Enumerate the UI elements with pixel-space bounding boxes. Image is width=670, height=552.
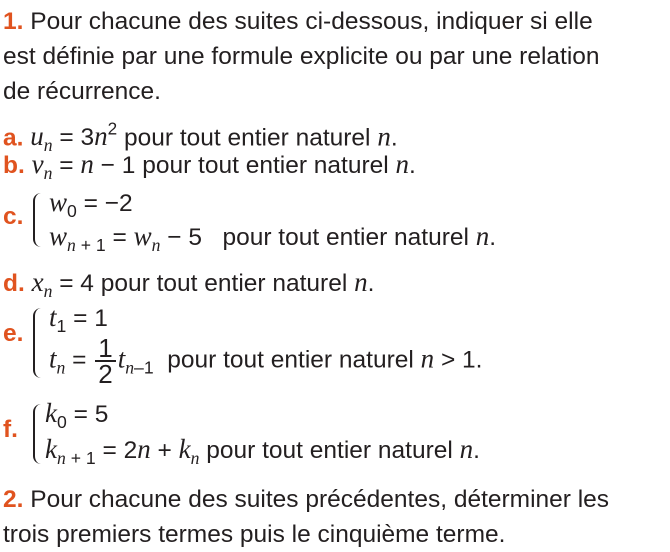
item-a-label: a. <box>3 124 24 152</box>
item-e-row-1: $t_1 = 1$ <box>49 302 108 337</box>
question-1-line-3: de récurrence. <box>3 78 161 105</box>
question-1-number: 1. <box>3 8 24 35</box>
item-b-formula: $v_n = n - 1$ <box>31 149 136 184</box>
item-f <box>3 398 623 474</box>
item-f-row-1: $k_0 = 5$ <box>45 398 109 433</box>
question-2-line-1: Pour chacune des suites précédentes, déterminer les <box>30 486 610 513</box>
item-e-fraction: $\frac{1}{2}$ <box>95 336 115 386</box>
item-a-dot: . <box>390 124 398 152</box>
item-a-formula: $u_n = 3n^2$ <box>30 119 118 156</box>
question-1-line-1: Pour chacune des suites ci-dessous, indiquer si elle <box>30 8 593 35</box>
item-b <box>3 148 416 189</box>
item-e-brace <box>33 308 43 378</box>
item-d <box>3 266 374 307</box>
item-c-row-2: $w_n$ $_{+ 1} = w_n - 5$ pour tout entier naturel n. <box>49 221 497 256</box>
item-f-text: pour tout entier naturel <box>206 437 453 464</box>
item-e <box>3 302 623 389</box>
item-d-label: d. <box>3 270 25 297</box>
question-2-line-2: trois premiers termes puis le cinquième terme. <box>3 521 506 548</box>
item-e-row-2: $t_n$ = $\frac{1}{2}$ $t_{n-1}$ pour tout entier naturel n > 1. <box>49 333 483 389</box>
question-1-line-2: est définie par une formule explicite ou par une relation <box>3 43 600 70</box>
item-b-var: n <box>395 149 410 179</box>
item-d-dot: . <box>367 270 375 297</box>
item-a-var: n <box>377 121 391 152</box>
item-e-var: n <box>420 343 435 374</box>
item-e-text: pour tout entier naturel <box>167 346 414 374</box>
item-c-row-1: $w_0 = -2$ <box>49 187 133 222</box>
item-d-formula: $x_n = 4$ <box>31 267 94 302</box>
item-c-var: n <box>475 221 490 251</box>
item-c-label: c. <box>3 203 24 230</box>
item-f-dot: . <box>473 437 480 464</box>
item-d-text: pour tout entier naturel <box>100 270 348 297</box>
item-f-label: f. <box>3 416 18 443</box>
item-b-dot: . <box>409 152 416 179</box>
item-c-text: pour tout entier naturel <box>222 224 469 251</box>
question-2-number: 2. <box>3 486 24 513</box>
item-b-text: pour tout entier naturel <box>142 152 389 179</box>
item-f-var: n <box>459 434 474 464</box>
item-c-dot: . <box>489 224 497 251</box>
item-a-text: pour tout entier naturel <box>123 124 371 152</box>
item-c-brace <box>33 193 43 247</box>
item-e-cond: > 1. <box>440 346 483 374</box>
item-f-row-2: $k_n$ $_{+ 1} = 2n + k_n$ pour tout entier naturel n. <box>45 434 480 469</box>
item-e-label: e. <box>3 320 24 347</box>
item-c <box>3 187 603 257</box>
question-2 <box>3 482 609 552</box>
item-f-brace <box>33 404 43 464</box>
item-d-var: n <box>354 267 368 297</box>
question-1 <box>3 4 600 109</box>
item-b-label: b. <box>3 152 25 179</box>
